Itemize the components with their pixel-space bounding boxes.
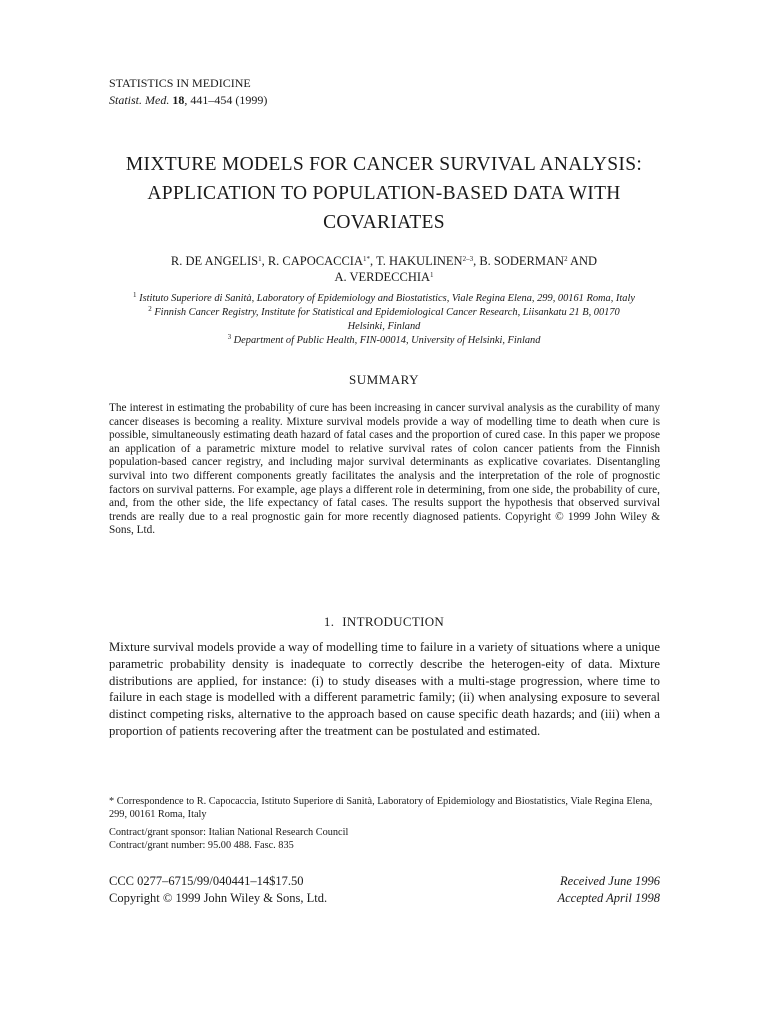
submission-dates xyxy=(557,873,660,907)
author-1: R. DE ANGELIS xyxy=(170,254,259,268)
affiliation-3-text: Department of Public Health, FIN-00014, University of Helsinki, Finland xyxy=(231,335,541,346)
journal-name: STATISTICS IN MEDICINE xyxy=(109,76,251,90)
summary-heading: SUMMARY xyxy=(349,372,419,387)
paper-title xyxy=(60,150,708,237)
journal-volume: 18 xyxy=(172,93,185,107)
copyright-notice: Copyright © 1999 John Wiley & Sons, Ltd. xyxy=(109,891,328,905)
author-list xyxy=(100,253,668,285)
author-3-affil: 2–3 xyxy=(462,255,474,263)
title-line-3: COVARIATES xyxy=(323,212,445,233)
affiliation-2-text: Finnish Cancer Registry, Institute for Statistical and Epidemiological Cancer Research, Liisankatu 21 B, 00170 xyxy=(151,307,620,318)
author-2-affil: 1* xyxy=(362,255,370,263)
section-title: INTRODUCTION xyxy=(342,614,445,629)
section-number: 1. xyxy=(323,614,335,629)
affiliation-1 xyxy=(100,292,668,306)
publication-code xyxy=(109,873,327,907)
author-5: A. VERDECCHIA xyxy=(334,270,431,284)
affiliation-2-cont: Helsinki, Finland xyxy=(347,321,421,332)
introduction-heading xyxy=(109,614,659,630)
grant-info xyxy=(109,826,348,852)
affiliation-3-marker: 3 xyxy=(227,333,232,341)
affiliations xyxy=(100,292,668,348)
title-line-1: MIXTURE MODELS FOR CANCER SURVIVAL ANALYSIS: xyxy=(125,154,643,175)
author-2: , R. CAPOCACCIA xyxy=(261,254,363,268)
author-3: , T. HAKULINEN xyxy=(369,254,463,268)
received-date: Received June 1996 xyxy=(560,874,660,888)
journal-header xyxy=(109,75,267,109)
author-5-affil: 1 xyxy=(430,271,434,279)
author-1-affil: 1 xyxy=(258,255,262,263)
introduction-paragraph: Mixture survival models provide a way of modelling time to failure in a variety of situations where a unique parametric probability density is inadequate to correctly describe the heterogen-eity of data. Mixture distributions are applied, for instance: (i) to study diseases with a multi-stage progression, where time to failure in each stage is modelled with a different parametric family; (ii) when analysing exposure to several distinct competing risks, alternative to the approach based on cause specific death hazards; and (iii) when a proportion of patients recovering after the treatment can be postulated and estimated. xyxy=(109,640,660,738)
author-conjunction: AND xyxy=(567,254,598,268)
journal-pages-year: , 441–454 (1999) xyxy=(184,93,268,107)
title-line-2: APPLICATION TO POPULATION-BASED DATA WITH xyxy=(147,183,621,204)
affiliation-2-marker: 2 xyxy=(148,305,152,313)
affiliation-2 xyxy=(100,306,668,320)
grant-sponsor: Contract/grant sponsor: Italian National Research Council xyxy=(109,827,349,838)
authors-line-1 xyxy=(100,253,668,269)
accepted-date: Accepted April 1998 xyxy=(557,891,660,905)
grant-number: Contract/grant number: 95.00 488. Fasc. 835 xyxy=(109,840,294,851)
author-4-affil: 2 xyxy=(564,255,568,263)
journal-citation xyxy=(109,92,267,109)
journal-abbrev: Statist. Med. xyxy=(109,93,170,107)
summary-text: The interest in estimating the probability of cure has been increasing in cancer survival analysis as the curability of many cancer diseases is becoming a reality. Mixture survival models provide a way of modelling time to death when cure is possible, simultaneously estimating death hazard of fatal cases and the proportion of cured case. In this paper we propose an application of a parametric mixture model to relative survival rates of colon cancer patients from the Finnish population-based cancer registry, and including major survival determinants as explicative covariates. Disentangling survival into two different components greatly facilitates the analysis and the interpretation of the role of prognostic factors on survival patterns. For example, age plays a different role in determining, from one side, the probability of cure, and, from the other side, the life expectancy of fatal cases. The results support the hypothesis that observed survival trends are really due to a real prognostic gain for more recently diagnosed patients. Copyright © 1999 John Wiley & Sons, Ltd. xyxy=(109,402,660,537)
correspondence-footnote: * Correspondence to R. Capocaccia, Istituto Superiore di Sanità, Laboratory of Epidemiology and Biostatistics, Viale Regina Elena, 299, 00161 Roma, Italy xyxy=(109,796,653,820)
affiliation-1-marker: 1 xyxy=(133,291,137,299)
affiliation-1-text: Istituto Superiore di Sanità, Laboratory of Epidemiology and Biostatistics, Viale Regina Elena, 299, 00161 Roma, Italy xyxy=(136,293,635,304)
authors-line-2 xyxy=(100,269,668,285)
author-4: , B. SODERMAN xyxy=(473,254,565,268)
affiliation-3 xyxy=(100,334,668,348)
ccc-code: CCC 0277–6715/99/040441–14$17.50 xyxy=(109,874,304,888)
